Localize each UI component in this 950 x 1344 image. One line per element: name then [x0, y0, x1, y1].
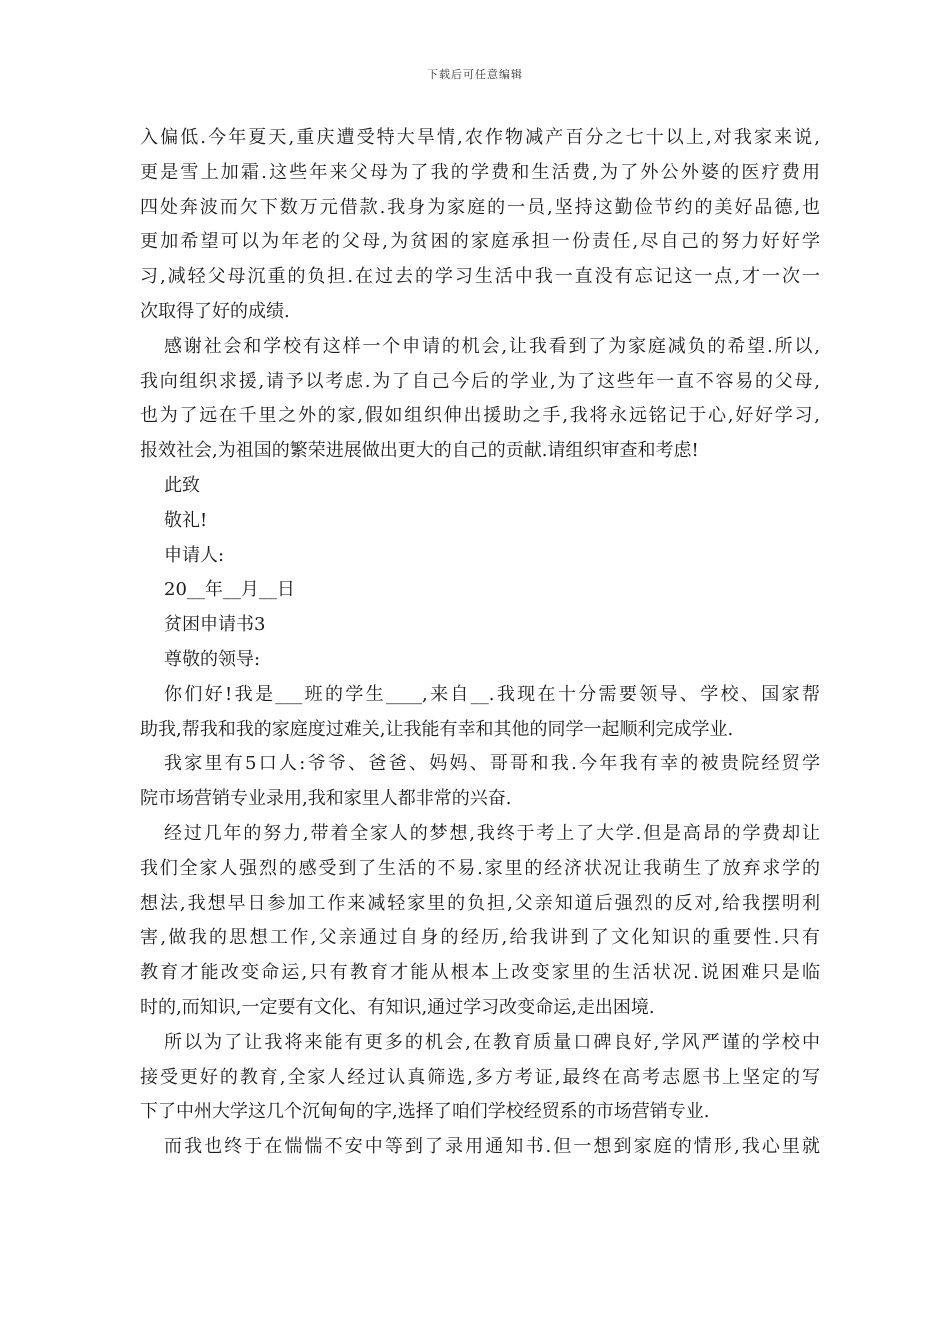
text-line: 所以为了让我将来能有更多的机会,在教育质量口碑良好,学风严谨的学校中 — [164, 1031, 820, 1053]
text-line: 更加希望可以为年老的父母,为贫困的家庭承担一份责任,尽自己的努力好好学 — [140, 231, 820, 253]
text-line: 申请人: — [164, 544, 225, 566]
text-line: 习,减轻父母沉重的负担.在过去的学习生活中我一直没有忘记这一点,才一次一 — [140, 266, 820, 288]
text-line: 而我也终于在惴惴不安中等到了录用通知书.但一想到家庭的情形,我心里就 — [164, 1136, 820, 1158]
text-line: 感谢社会和学校有这样一个申请的机会,让我看到了为家庭减负的希望.所以, — [164, 335, 820, 357]
text-line: 经过几年的努力,带着全家人的梦想,我终于考上了大学.但是高昂的学费却让 — [164, 822, 820, 844]
text-line: 报效社会,为祖国的繁荣进展做出更大的自己的贡献.请组织审查和考虑! — [140, 440, 699, 462]
document-body — [140, 121, 820, 1165]
text-line: 更是雪上加霜.这些年来父母为了我的学费和生活费,为了外公外婆的医疗费用 — [140, 161, 820, 183]
text-line: 20__年__月__日 — [164, 579, 295, 601]
text-line: 接受更好的教育,全家人经过认真筛选,多方考证,最终在高考志愿书上坚定的写 — [140, 1066, 820, 1088]
text-line: 我向组织求援,请予以考虑.为了自己今后的学业,为了这些年一直不容易的父母, — [140, 370, 820, 392]
text-line: 四处奔波而欠下数万元借款.我身为家庭的一员,坚持这勤俭节约的美好品德,也 — [140, 196, 820, 218]
text-line: 你们好!我是___班的学生____,来自__.我现在十分需要领导、学校、国家帮 — [164, 683, 820, 705]
text-line: 我家里有5口人:爷爷、爸爸、妈妈、哥哥和我.今年我有幸的被贵院经贸学 — [164, 753, 820, 775]
text-line: 想法,我想早日参加工作来减轻家里的负担,父亲知道后强烈的反对,给我摆明利 — [140, 892, 820, 914]
text-line: 院市场营销专业录用,我和家里人都非常的兴奋. — [140, 788, 512, 810]
text-line: 也为了远在千里之外的家,假如组织伸出援助之手,我将永远铭记于心,好好学习, — [140, 405, 820, 427]
text-line: 此致 — [164, 474, 200, 496]
text-line: 尊敬的领导: — [164, 648, 261, 670]
header-note: 下载后可任意编辑 — [427, 68, 523, 81]
text-line: 下了中州大学这几个沉甸甸的字,选择了咱们学校经贸系的市场营销专业. — [140, 1101, 710, 1123]
text-line: 入偏低.今年夏天,重庆遭受特大旱情,农作物减产百分之七十以上,对我家来说, — [140, 127, 820, 148]
text-line: 敬礼! — [164, 509, 208, 531]
text-line: 时的,而知识,一定要有文化、有知识,通过学习改变命运,走出困境. — [140, 996, 655, 1018]
text-line: 教育才能改变命运,只有教育才能从根本上改变家里的生活状况.说困难只是临 — [140, 962, 820, 984]
text-line: 害,做我的思想工作,父亲通过自身的经历,给我讲到了文化知识的重要性.只有 — [140, 927, 820, 949]
text-line: 助我,帮我和我的家庭度过难关,让我能有幸和其他的同学一起顺利完成学业. — [140, 718, 734, 740]
text-line: 贫困申请书3 — [164, 614, 266, 636]
text-line: 次取得了好的成绩. — [140, 300, 290, 322]
text-line: 我们全家人强烈的感受到了生活的不易.家里的经济状况让我萌生了放弃求学的 — [140, 857, 820, 879]
